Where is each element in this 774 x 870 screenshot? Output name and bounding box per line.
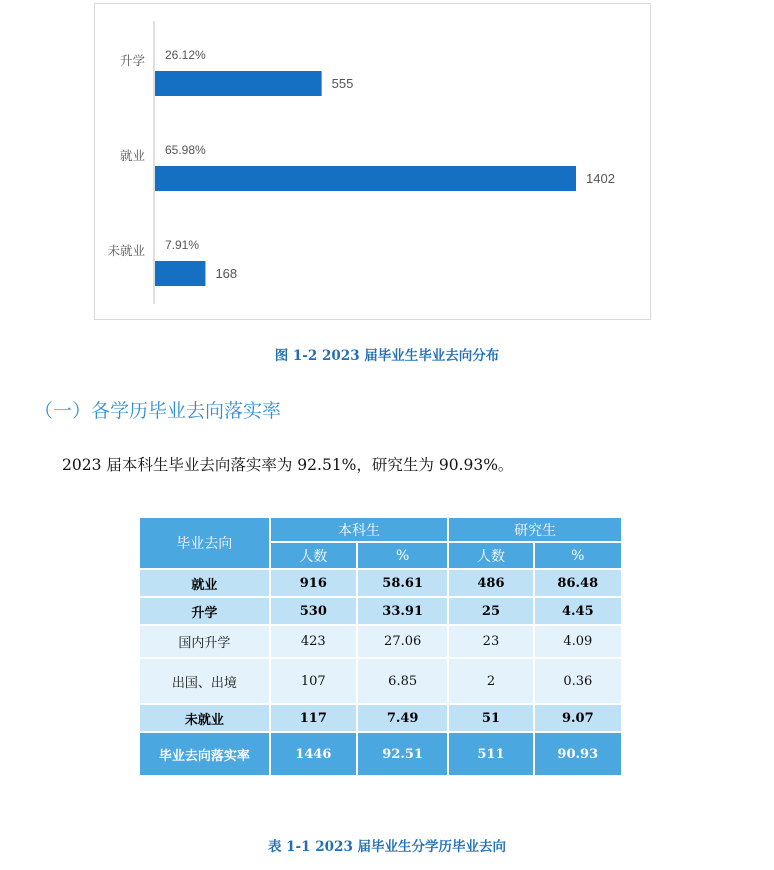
header-graduate: 研究生 xyxy=(448,517,622,542)
percent-label: 7.91% xyxy=(165,238,200,252)
row-label: 出国、出境 xyxy=(139,658,270,704)
value-label: 555 xyxy=(331,76,354,91)
cell: 27.06 xyxy=(357,625,448,658)
header-undergrad: 本科生 xyxy=(270,517,449,542)
cell: 25 xyxy=(448,597,533,625)
cell: 7.49 xyxy=(357,704,448,732)
bar-chart-svg xyxy=(95,4,652,321)
header-g-pct: % xyxy=(534,542,622,569)
cell: 6.85 xyxy=(357,658,448,704)
cell: 916 xyxy=(270,569,357,597)
cell: 117 xyxy=(270,704,357,732)
cell: 486 xyxy=(448,569,533,597)
table-row-abroad xyxy=(139,658,622,704)
cell: 92.51 xyxy=(357,732,448,776)
cell: 58.61 xyxy=(357,569,448,597)
cell: 90.93 xyxy=(534,732,622,776)
bar xyxy=(155,166,576,191)
row-label: 升学 xyxy=(139,597,270,625)
table-row-placement-rate xyxy=(139,732,622,776)
cell: 9.07 xyxy=(534,704,622,732)
cell: 423 xyxy=(270,625,357,658)
bar xyxy=(155,261,205,286)
body-paragraph: 2023 届本科生毕业去向落实率为 92.51%，研究生为 90.93%。 xyxy=(62,456,514,474)
value-label: 168 xyxy=(215,266,238,281)
row-label: 毕业去向落实率 xyxy=(139,732,270,776)
row-label: 国内升学 xyxy=(139,625,270,658)
cell: 51 xyxy=(448,704,533,732)
table-row-unemployed xyxy=(139,704,622,732)
table-row-domestic-study xyxy=(139,625,622,658)
bar xyxy=(155,71,322,96)
category-label: 升学 xyxy=(119,53,145,68)
cell: 2 xyxy=(448,658,533,704)
cell: 23 xyxy=(448,625,533,658)
cell: 33.91 xyxy=(357,597,448,625)
cell: 511 xyxy=(448,732,533,776)
table-row-employed xyxy=(139,569,622,597)
category-label: 未就业 xyxy=(107,243,145,258)
cell: 107 xyxy=(270,658,357,704)
header-ug-count: 人数 xyxy=(270,542,357,569)
row-label: 未就业 xyxy=(139,704,270,732)
header-destination: 毕业去向 xyxy=(139,517,270,569)
figure-caption: 图 1-2 2023 届毕业生毕业去向分布 xyxy=(274,348,500,364)
cell: 86.48 xyxy=(534,569,622,597)
bar-chart xyxy=(94,3,651,320)
table-row-further-study xyxy=(139,597,622,625)
header-g-count: 人数 xyxy=(448,542,533,569)
cell: 4.09 xyxy=(534,625,622,658)
section-heading: （一）各学历毕业去向落实率 xyxy=(34,400,282,422)
cell: 4.45 xyxy=(534,597,622,625)
header-ug-pct: % xyxy=(357,542,448,569)
table-caption: 表 1-1 2023 届毕业生分学历毕业去向 xyxy=(267,839,507,855)
row-label: 就业 xyxy=(139,569,270,597)
cell: 0.36 xyxy=(534,658,622,704)
destination-table xyxy=(138,516,623,777)
percent-label: 26.12% xyxy=(165,48,206,62)
percent-label: 65.98% xyxy=(165,143,206,157)
category-label: 就业 xyxy=(119,148,145,163)
cell: 1446 xyxy=(270,732,357,776)
cell: 530 xyxy=(270,597,357,625)
value-label: 1402 xyxy=(586,171,615,186)
